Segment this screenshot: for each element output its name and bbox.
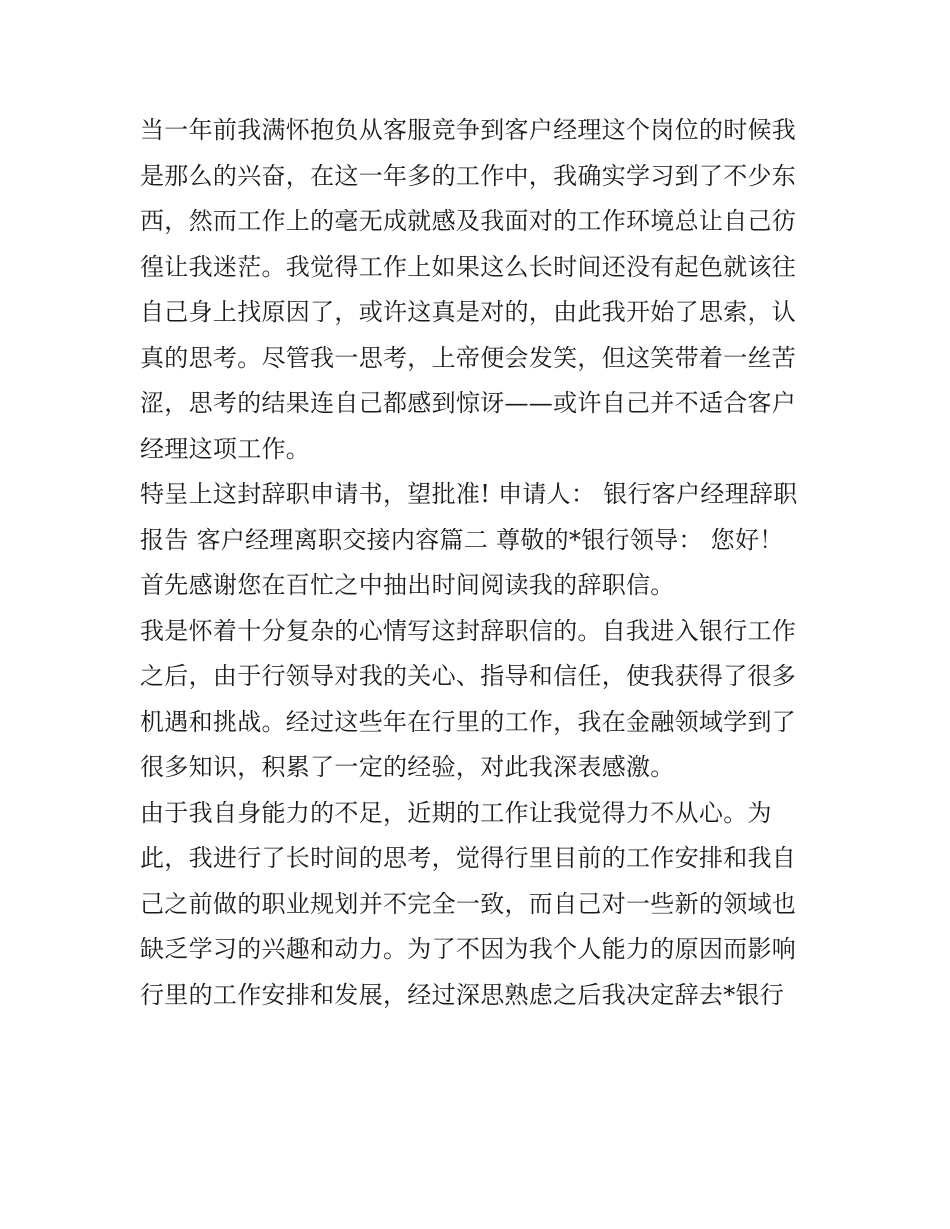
text-line: 自己身上找原因了，或许这真是对的，由此我开始了思索，认 (140, 298, 797, 326)
text-line: 己之前做的职业规划并不完全一致，而自己对一些新的领域也 (140, 889, 797, 918)
text-line: 经理这项工作。 (140, 434, 311, 463)
text-line: 首先感谢您在百忙之中抽出时间阅读我的辞职信。 (140, 571, 675, 599)
text-line: 此，我进行了长时间的思考，觉得行里目前的工作安排和我自 (140, 844, 797, 872)
text-line: 缺乏学习的兴趣和动力。为了不因为我个人能力的原因而影响 (140, 935, 797, 963)
text-line: 报告 客户经理离职交接内容篇二 尊敬的*银行领导： 您好！ (140, 525, 784, 554)
text-line: 很多知识，积累了一定的经验，对此我深表感激。 (140, 753, 675, 781)
text-line: 当一年前我满怀抱负从客服竞争到客户经理这个岗位的时候我 (140, 116, 797, 144)
text-line: 真的思考。尽管我一思考，上帝便会发笑，但这笑带着一丝苦 (140, 343, 797, 372)
text-line: 之后，由于行领导对我的关心、指导和信任，使我获得了很多 (140, 662, 797, 690)
document-body (140, 108, 820, 1018)
text-line: 是那么的兴奋，在这一年多的工作中，我确实学习到了不少东 (140, 161, 797, 190)
text-line: 行里的工作安排和发展，经过深思熟虑之后我决定辞去*银行 (140, 980, 785, 1009)
text-line: 徨让我迷茫。我觉得工作上如果这么长时间还没有起色就该往 (140, 252, 797, 281)
text-line: 西，然而工作上的毫无成就感及我面对的工作环境总让自己彷 (140, 207, 797, 235)
text-line: 由于我自身能力的不足，近期的工作让我觉得力不从心。为 (140, 798, 772, 827)
text-line: 涩，思考的结果连自己都感到惊讶——或许自己并不适合客户 (140, 389, 797, 417)
text-line: 特呈上这封辞职申请书，望批准! 申请人： 银行客户经理辞职 (140, 480, 798, 508)
text-line: 机遇和挑战。经过这些年在行里的工作，我在金融领域学到了 (140, 707, 797, 736)
text-line: 我是怀着十分复杂的心情写这封辞职信的。自我进入银行工作 (140, 616, 797, 645)
